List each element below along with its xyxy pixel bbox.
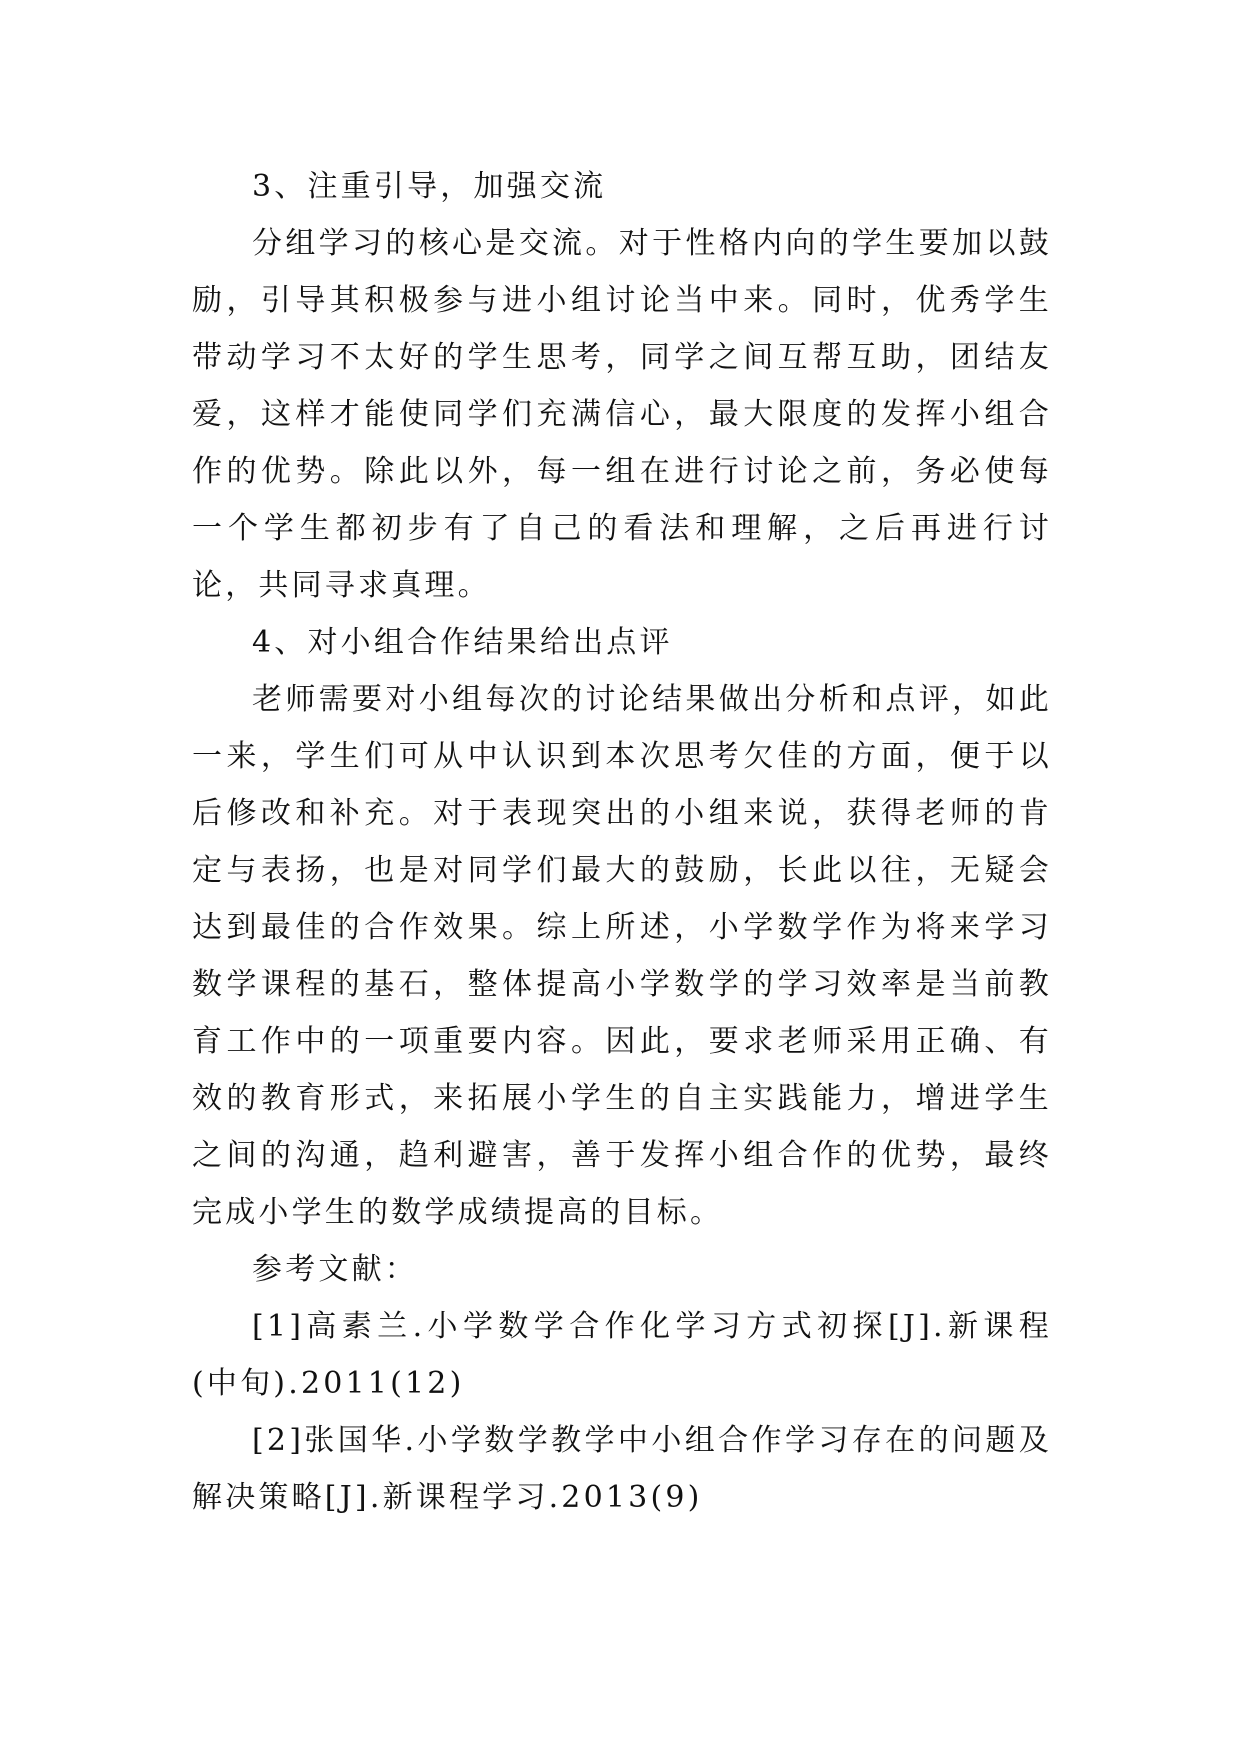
- references-heading: 参考文献：: [252, 1252, 418, 1287]
- document-body: [192, 158, 1052, 1526]
- reference-item-1: [1]高素兰.小学数学合作化学习方式初探[J].新课程(中旬).2011(12): [192, 1309, 1052, 1401]
- section-3-paragraph: 分组学习的核心是交流。对于性格内向的学生要加以鼓励，引导其积极参与进小组讨论当中来。同时，优秀学生带动学习不太好的学生思考，同学之间互帮互助，团结友爱，这样才能使同学们充满信心，最大限度的发挥小组合作的优势。除此以外，每一组在进行讨论之前，务必使每一个学生都初步有了自己的看法和理解，之后再进行讨论，共同寻求真理。: [192, 226, 1052, 603]
- reference-item-2: [2]张国华.小学数学教学中小组合作学习存在的问题及解决策略[J].新课程学习.2013(9): [192, 1423, 1052, 1515]
- section-4-heading: 4、对小组合作结果给出点评: [252, 625, 673, 660]
- section-4-paragraph: 老师需要对小组每次的讨论结果做出分析和点评，如此一来，学生们可从中认识到本次思考欠佳的方面，便于以后修改和补充。对于表现突出的小组来说，获得老师的肯定与表扬，也是对同学们最大的鼓励，长此以往，无疑会达到最佳的合作效果。综上所述，小学数学作为将来学习数学课程的基石，整体提高小学数学的学习效率是当前教育工作中的一项重要内容。因此，要求老师采用正确、有效的教育形式，来拓展小学生的自主实践能力，增进学生之间的沟通，趋利避害，善于发挥小组合作的优势，最终完成小学生的数学成绩提高的目标。: [192, 682, 1052, 1230]
- section-3-heading: 3、注重引导，加强交流: [252, 169, 607, 204]
